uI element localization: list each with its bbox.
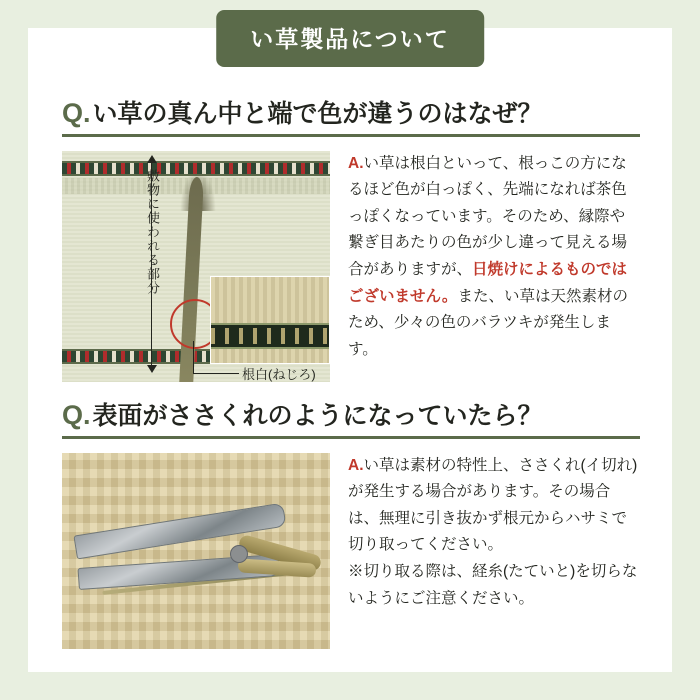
q2-heading — [62, 402, 640, 439]
arrow-down-icon — [147, 365, 157, 373]
rug-border-tape — [211, 323, 329, 349]
q1-answer-highlight: 日焼けによるものではございません。 — [348, 261, 628, 305]
faq-item-color-difference — [62, 100, 640, 382]
q1-question-text: い草の真ん中と端で色が違うのはなぜ？ — [92, 100, 543, 128]
arrow-up-icon — [147, 155, 157, 163]
content-card — [28, 28, 672, 672]
caption-leader-horizontal — [193, 373, 239, 374]
figure-vertical-label: 敷物に使われる部分 — [145, 168, 160, 295]
rug-surface — [211, 277, 329, 363]
caption-leader-vertical — [193, 341, 194, 373]
q1-question-marker: Q. — [62, 98, 91, 128]
q1-content-row — [62, 151, 640, 382]
q2-question-text: 表面がささくれのようになっていたら？ — [92, 402, 543, 430]
q2-answer-marker: A. — [348, 456, 364, 474]
q2-answer-text — [348, 453, 640, 613]
q1-answer-text — [348, 151, 640, 364]
q2-answer-note: ※切り取る際は、経糸(たていと)を切らないようにご注意ください。 — [348, 563, 638, 607]
q1-answer-part1: い草は根白といって、根っこの方になるほど色が白っぽく、先端になれば茶色っぽくなっています。そのため、縁際や繋ぎ目あたりの色が少し違って見える場合が — [348, 154, 628, 279]
q2-content-row — [62, 453, 640, 649]
q2-question-marker: Q. — [62, 400, 91, 430]
q2-answer-paragraph — [348, 453, 640, 560]
scissors-pivot-screw — [230, 545, 248, 563]
scissors-photo — [62, 453, 330, 649]
q1-heading — [62, 100, 640, 137]
q1-answer-part2: ありますが、 — [379, 261, 473, 279]
igusa-strand-photo — [62, 151, 330, 382]
rug-edge-inset-photo — [210, 276, 330, 364]
page-title: い草製品について — [216, 10, 484, 67]
q1-answer-marker: A. — [348, 154, 364, 172]
q1-answer-part3: また、い草は天然素材のため、少々の色のバラツキが発生します。 — [348, 287, 628, 359]
faq-item-fraying — [62, 402, 640, 649]
figure-caption-nejiro: 根白(ねじろ) — [242, 366, 316, 382]
q2-answer-part1: い草は素材の特性上、ささくれ(イ切れ)が発生する場合があります。その場合は、無理に引き抜かず根元からハサミで切り取ってください。 — [348, 456, 638, 554]
